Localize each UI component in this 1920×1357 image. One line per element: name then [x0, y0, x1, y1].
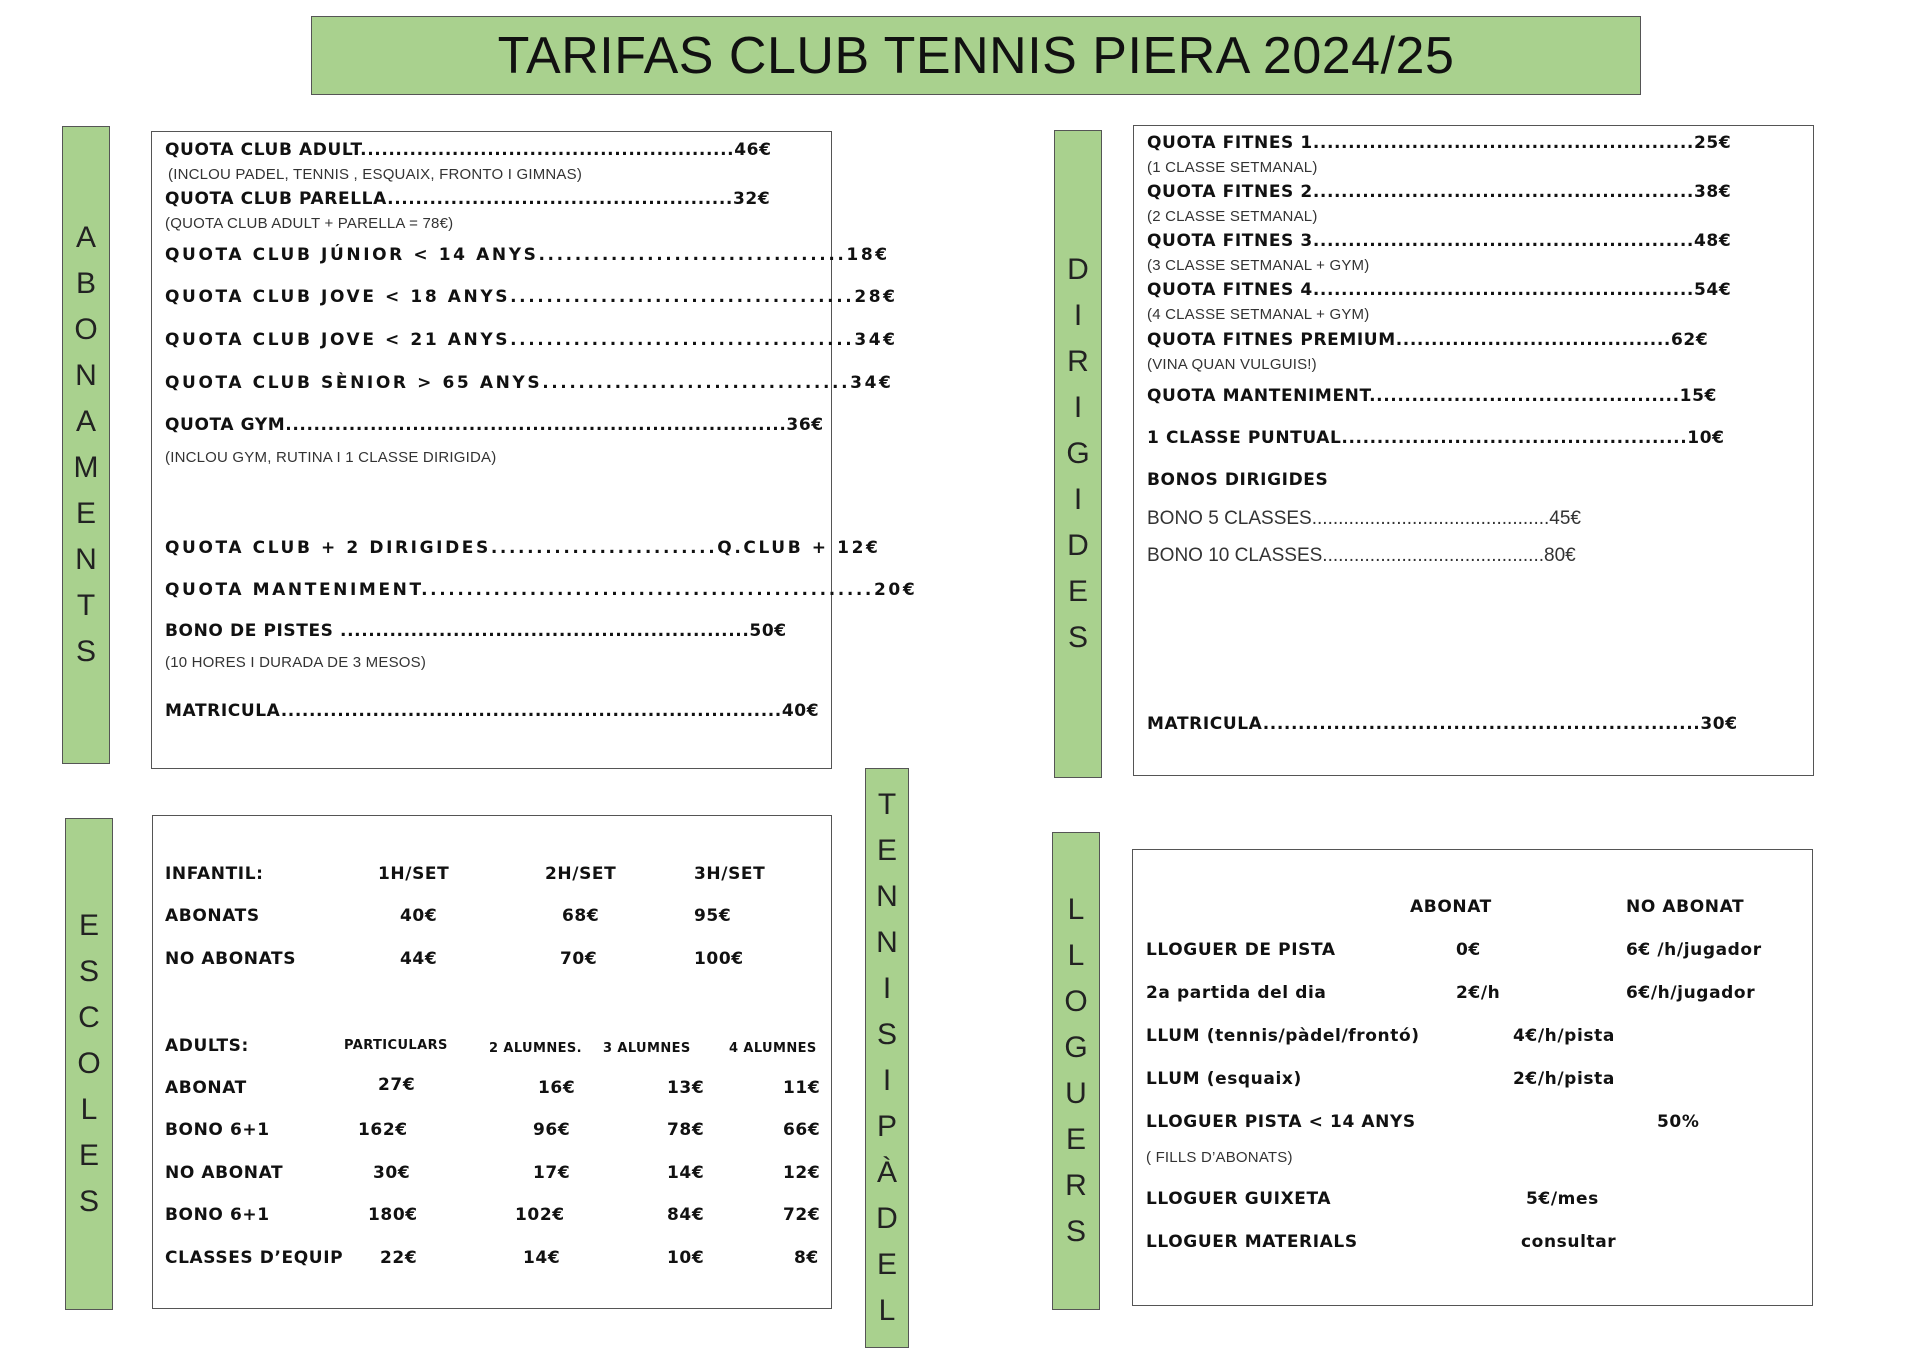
- side-label-letter: U: [1065, 1077, 1087, 1110]
- llum-pista-label: LLUM (tennis/pàdel/frontó): [1146, 1026, 1420, 1046]
- adults-col-2-alumnes: 2 ALUMNES.: [489, 1041, 583, 1056]
- segona-partida-no-abonat: 6€/h/jugador: [1626, 983, 1756, 1003]
- side-label-letter: S: [78, 1185, 99, 1218]
- adults-price: 72€: [783, 1205, 821, 1225]
- lloguer-guixeta-label: LLOGUER GUIXETA: [1146, 1189, 1332, 1209]
- side-label-letter: A: [75, 221, 96, 254]
- adults-col-particulars: PARTICULARS: [344, 1038, 448, 1053]
- adults-col-3-alumnes: 3 ALUMNES: [603, 1041, 691, 1056]
- lloguer-materials-label: LLOGUER MATERIALS: [1146, 1232, 1358, 1252]
- infantil-col-2h: 2H/SET: [545, 864, 617, 884]
- infantil-price: 70€: [560, 949, 598, 969]
- page-title: TARIFAS CLUB TENNIS PIERA 2024/25: [497, 26, 1455, 85]
- side-label-letter: D: [1067, 253, 1089, 286]
- side-label-letter: N: [876, 880, 898, 913]
- price-fitnes-premium: QUOTA FITNES PREMIUM.......................................62€: [1147, 330, 1709, 350]
- infantil-price: 68€: [562, 906, 600, 926]
- side-label-letter: O: [74, 313, 98, 346]
- adults-price: 22€: [380, 1248, 418, 1268]
- note-quota-parella: (QUOTA CLUB ADULT + PARELLA = 78€): [165, 215, 454, 232]
- adults-row-label: CLASSES D’EQUIP: [165, 1248, 344, 1268]
- side-label-letter: T: [877, 788, 897, 821]
- note-fitnes-4: (4 CLASSE SETMANAL + GYM): [1147, 306, 1370, 323]
- price-quota-manteniment: QUOTA MANTENIMENT..................................................20€: [165, 580, 918, 600]
- adults-row-label: ABONAT: [165, 1078, 247, 1098]
- side-label-letter: I: [1073, 483, 1083, 516]
- adults-price: 12€: [783, 1163, 821, 1183]
- adults-price: 17€: [533, 1163, 571, 1183]
- price-quota-senior: QUOTA CLUB SÈNIOR > 65 ANYS..................................34€: [165, 373, 894, 393]
- side-label-letter: D: [1067, 529, 1089, 562]
- side-label-letter: T: [76, 589, 96, 622]
- escoles-panel: [152, 815, 832, 1309]
- infantil-col-3h: 3H/SET: [694, 864, 766, 884]
- lloguer-materials-value: consultar: [1521, 1232, 1617, 1252]
- adults-price: 27€: [378, 1075, 416, 1095]
- note-bono-pistes: (10 HORES I DURADA DE 3 MESOS): [165, 654, 427, 671]
- lloguer-pista-abonat: 0€: [1456, 940, 1481, 960]
- infantil-price: 95€: [694, 906, 732, 926]
- side-label-letter: I: [882, 972, 892, 1005]
- side-label-letter: S: [78, 955, 99, 988]
- price-quota-jove-21: QUOTA CLUB JOVE < 21 ANYS......................................34€: [165, 330, 898, 350]
- price-quota-adult: QUOTA CLUB ADULT.....................................................46€: [165, 140, 772, 160]
- price-fitnes-3: QUOTA FITNES 3......................................................48€: [1147, 231, 1732, 251]
- side-label-letter: S: [1067, 621, 1088, 654]
- adults-row-label: BONO 6+1: [165, 1120, 270, 1140]
- bonos-heading: BONOS DIRIGIDES: [1147, 470, 1329, 490]
- lloguer-pista-no-abonat: 6€ /h/jugador: [1626, 940, 1762, 960]
- adults-price: 13€: [667, 1078, 705, 1098]
- adults-price: 14€: [667, 1163, 705, 1183]
- label-abonaments: [62, 126, 110, 764]
- adults-price: 180€: [368, 1205, 418, 1225]
- adults-row-label: BONO 6+1: [165, 1205, 270, 1225]
- note-quota-gym: (INCLOU GYM, RUTINA I 1 CLASSE DIRIGIDA): [165, 449, 497, 466]
- dirigides-panel: [1133, 125, 1814, 776]
- adults-price: 66€: [783, 1120, 821, 1140]
- side-label-letter: M: [73, 451, 99, 484]
- side-label-letter: I: [1073, 299, 1083, 332]
- price-quota-jove-18: QUOTA CLUB JOVE < 18 ANYS......................................28€: [165, 287, 898, 307]
- infantil-row-label: ABONATS: [165, 906, 260, 926]
- side-label-letter: L: [1067, 893, 1085, 926]
- price-quota-gym: QUOTA GYM.......................................................................36€: [165, 415, 824, 435]
- infantil-price: 44€: [400, 949, 438, 969]
- side-label-letter: E: [1067, 575, 1088, 608]
- lloguer-menors-label: LLOGUER PISTA < 14 ANYS: [1146, 1112, 1416, 1132]
- title-banner: [311, 16, 1641, 95]
- side-label-letter: E: [78, 1139, 99, 1172]
- side-label-letter: E: [78, 909, 99, 942]
- side-label-letter: P: [876, 1110, 897, 1143]
- price-classe-puntual: 1 CLASSE PUNTUAL.................................................10€: [1147, 428, 1725, 448]
- col-abonat: ABONAT: [1410, 897, 1492, 917]
- side-label-letter: N: [876, 926, 898, 959]
- side-label-letter: E: [75, 497, 96, 530]
- side-label-letter: L: [1067, 939, 1085, 972]
- price-manteniment: QUOTA MANTENIMENT............................................15€: [1147, 386, 1717, 406]
- side-label-letter: O: [77, 1047, 101, 1080]
- adults-price: 96€: [533, 1120, 571, 1140]
- side-label-letter: D: [876, 1202, 898, 1235]
- note-quota-adult: (INCLOU PADEL, TENNIS , ESQUAIX, FRONTO I GIMNAS): [168, 166, 583, 183]
- side-label-letter: I: [882, 1064, 892, 1097]
- side-label-letter: E: [876, 834, 897, 867]
- side-label-letter: À: [876, 1156, 897, 1189]
- lloguer-menors-note: ( FILLS D’ABONATS): [1146, 1149, 1293, 1166]
- side-label-letter: R: [1065, 1169, 1087, 1202]
- price-bono-5: BONO 5 CLASSES.............................................45€: [1147, 508, 1581, 529]
- adults-header: ADULTS:: [165, 1036, 249, 1056]
- side-label-letter: E: [1065, 1123, 1086, 1156]
- llum-esquaix-label: LLUM (esquaix): [1146, 1069, 1302, 1089]
- note-fitnes-1: (1 CLASSE SETMANAL): [1147, 159, 1318, 176]
- side-label-letter: S: [876, 1018, 897, 1051]
- infantil-col-1h: 1H/SET: [378, 864, 450, 884]
- side-label-letter: C: [78, 1001, 100, 1034]
- price-quota-dirigides: QUOTA CLUB + 2 DIRIGIDES.........................Q.CLUB + 12€: [165, 538, 881, 558]
- label-dirigides: [1054, 130, 1102, 778]
- side-label-letter: L: [80, 1093, 98, 1126]
- llum-esquaix-value: 2€/h/pista: [1513, 1069, 1615, 1089]
- adults-col-4-alumnes: 4 ALUMNES: [729, 1041, 817, 1056]
- lloguers-panel: [1132, 849, 1813, 1306]
- abonaments-panel: [151, 131, 918, 769]
- price-fitnes-4: QUOTA FITNES 4......................................................54€: [1147, 280, 1732, 300]
- segona-partida-label: 2a partida del dia: [1146, 983, 1327, 1003]
- note-fitnes-premium: (VINA QUAN VULGUIS!): [1147, 356, 1317, 373]
- adults-price: 78€: [667, 1120, 705, 1140]
- adults-price: 30€: [373, 1163, 411, 1183]
- segona-partida-abonat: 2€/h: [1456, 983, 1501, 1003]
- price-fitnes-1: QUOTA FITNES 1......................................................25€: [1147, 133, 1732, 153]
- label-lloguers: [1052, 832, 1100, 1310]
- side-label-letter: G: [1066, 437, 1090, 470]
- adults-row-label: NO ABONAT: [165, 1163, 284, 1183]
- price-bono-pistes: BONO DE PISTES ..........................................................50€: [165, 621, 787, 641]
- label-escoles: [65, 818, 113, 1310]
- adults-price: 162€: [358, 1120, 408, 1140]
- col-no-abonat: NO ABONAT: [1626, 897, 1745, 917]
- note-fitnes-2: (2 CLASSE SETMANAL): [1147, 208, 1318, 225]
- side-label-letter: S: [75, 635, 96, 668]
- side-label-letter: I: [1073, 391, 1083, 424]
- adults-price: 10€: [667, 1248, 705, 1268]
- side-label-letter: B: [75, 267, 96, 300]
- adults-price: 102€: [515, 1205, 565, 1225]
- price-matricula-dirigides: MATRICULA..............................................................30€: [1147, 714, 1738, 734]
- price-quota-junior: QUOTA CLUB JÚNIOR < 14 ANYS..................................18€: [165, 245, 890, 265]
- side-label-letter: R: [1067, 345, 1089, 378]
- lloguer-pista-label: LLOGUER DE PISTA: [1146, 940, 1336, 960]
- infantil-row-label: NO ABONATS: [165, 949, 297, 969]
- adults-price: 8€: [794, 1248, 819, 1268]
- price-quota-parella: QUOTA CLUB PARELLA.................................................32€: [165, 189, 771, 209]
- side-label-letter: A: [75, 405, 96, 438]
- price-bono-10: BONO 10 CLASSES..........................................80€: [1147, 545, 1576, 566]
- side-label-letter: S: [1065, 1215, 1086, 1248]
- side-label-letter: O: [1064, 985, 1088, 1018]
- side-label-letter: L: [878, 1294, 896, 1327]
- adults-price: 16€: [538, 1078, 576, 1098]
- llum-pista-value: 4€/h/pista: [1513, 1026, 1615, 1046]
- side-label-letter: G: [1064, 1031, 1088, 1064]
- infantil-price: 100€: [694, 949, 744, 969]
- side-label-letter: N: [75, 359, 97, 392]
- side-label-letter: E: [876, 1248, 897, 1281]
- adults-price: 11€: [783, 1078, 821, 1098]
- lloguer-guixeta-value: 5€/mes: [1526, 1189, 1599, 1209]
- price-fitnes-2: QUOTA FITNES 2......................................................38€: [1147, 182, 1732, 202]
- lloguer-menors-value: 50%: [1657, 1112, 1700, 1132]
- adults-price: 84€: [667, 1205, 705, 1225]
- label-tennis-padel: [865, 768, 909, 1348]
- side-label-letter: N: [75, 543, 97, 576]
- note-fitnes-3: (3 CLASSE SETMANAL + GYM): [1147, 257, 1370, 274]
- infantil-price: 40€: [400, 906, 438, 926]
- adults-price: 14€: [523, 1248, 561, 1268]
- infantil-header: INFANTIL:: [165, 864, 264, 884]
- price-matricula: MATRICULA.......................................................................40€: [165, 701, 820, 721]
